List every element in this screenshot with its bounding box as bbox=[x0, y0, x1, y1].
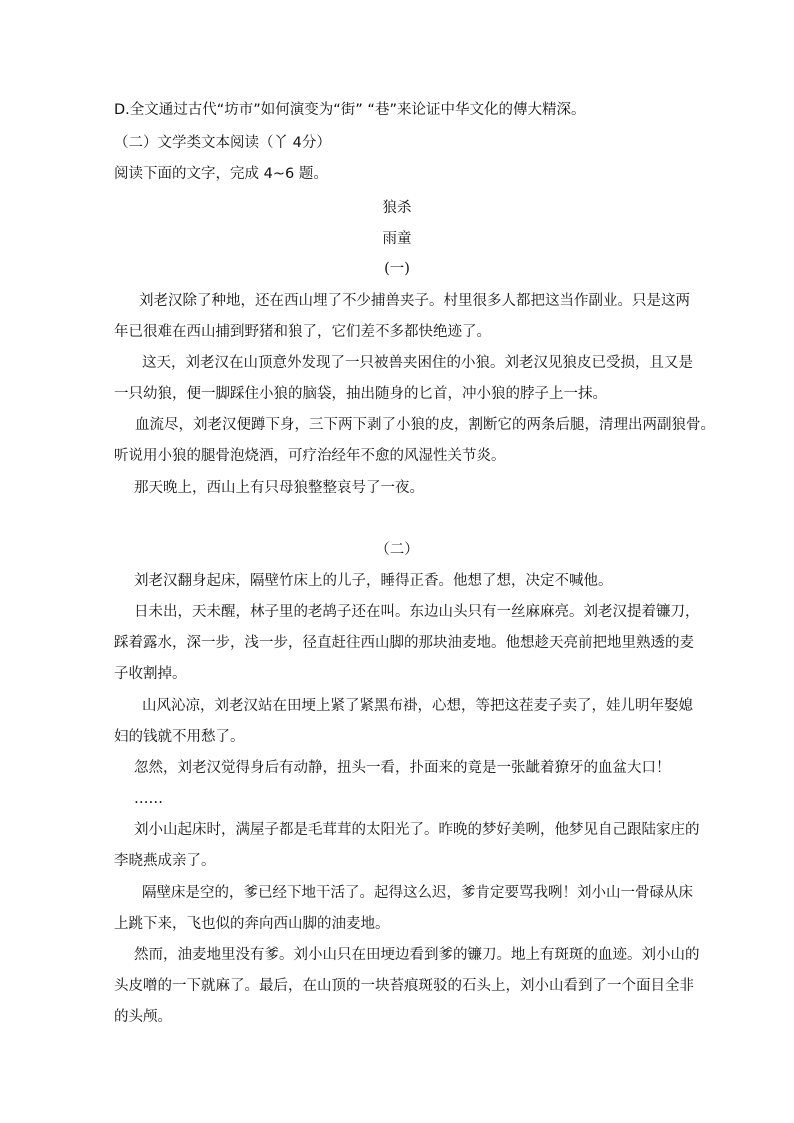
paragraph-line: 的头颅。 bbox=[114, 1009, 172, 1025]
paragraph-line: 忽然，刘老汉觉得身后有动静，扭头一看，扑面来的竟是一张龇着獠牙的血盆大口！ bbox=[134, 760, 671, 776]
ellipsis-line: …… bbox=[134, 791, 163, 807]
paragraph-line: 刘老汉翻身起床，隔壁竹床上的儿子，睡得正香。他想了想，决定不喊他。 bbox=[134, 573, 613, 589]
paragraph-line: 山风沁凉，刘老汉站在田埂上紧了紧黑布褂，心想，等把这茬麦子卖了，娃儿明年娶媳 bbox=[142, 698, 693, 714]
paragraph-line: 隔壁床是空的，爹已经下地干活了。起得这么迟，爹肯定要骂我咧！刘小山一骨碌从床 bbox=[142, 885, 693, 901]
paragraph-line: 头皮噌的一下就麻了。最后，在山顶的一块苔痕斑驳的石头上，刘小山看到了一个面目全非 bbox=[114, 978, 694, 994]
paragraph-line: 然而，油麦地里没有爹。刘小山只在田埂边看到爹的镰刀。地上有斑斑的血迹。刘小山的 bbox=[134, 947, 700, 963]
section-heading: （二）文学类文本阅读（丫 4分） bbox=[114, 135, 331, 151]
paragraph-line: 听说用小狼的腿骨泡烧酒，可疗治经年不愈的风湿性关节炎。 bbox=[114, 448, 506, 464]
instruction-text: 阅读下面的文字，完成 4~6 题。 bbox=[114, 166, 328, 182]
option-d-text: D.全文通过古代“坊市”如何演变为“街” “巷”来论证中华文化的傳大精深。 bbox=[114, 102, 586, 118]
paragraph-line: 李晓燕成亲了。 bbox=[114, 853, 216, 869]
paragraph-line: 子收割掉。 bbox=[114, 666, 187, 682]
paragraph-line: 这天，刘老汉在山顶意外发现了一只被兽夹困住的小狼。刘老汉见狼皮已受损，且又是 bbox=[142, 355, 693, 371]
part-one-marker: (一) bbox=[384, 261, 410, 277]
paragraph-line: 刘老汉除了种地，还在西山埋了不少捕兽夹子。村里很多人都把这当作副业。只是这两 bbox=[139, 293, 690, 309]
paragraph-line: 年已很难在西山捕到野猪和狼了，它们差不多都快绝迹了。 bbox=[114, 324, 491, 340]
paragraph-line: 踩着露水，深一步，浅一步，径直赶往西山脚的那块油麦地。他想趁天亮前把地里熟透的麦 bbox=[114, 635, 694, 651]
paragraph-line: 妇的钱就不用愁了。 bbox=[114, 729, 245, 745]
paragraph-line: 上跳下来，飞也似的奔向西山脚的油麦地。 bbox=[114, 916, 390, 932]
part-two-marker: （二） bbox=[375, 542, 419, 558]
story-author: 雨童 bbox=[382, 231, 412, 247]
paragraph-line: 日未出，天未醒，林子里的老鸪子还在叫。东边山头只有一丝麻麻亮。刘老汉提着镰刀， bbox=[134, 604, 700, 620]
paragraph-line: 刘小山起床时，满屋子都是毛茸茸的太阳光了。昨晚的梦好美咧，他梦见自己跟陆家庄的 bbox=[134, 822, 700, 838]
paragraph-line: 那天晚上，西山上有只母狼整整哀号了一夜。 bbox=[134, 480, 424, 496]
paragraph-line: 一只幼狼，便一脚踩住小狼的脑袋，抽出随身的匕首，冲小狼的脖子上一抹。 bbox=[114, 386, 607, 402]
story-title: 狼杀 bbox=[382, 200, 412, 216]
paragraph-line: 血流尽，刘老汉便蹲下身，三下两下剥了小狼的皮，割断它的两条后腿，清理出两副狼骨。 bbox=[135, 417, 715, 433]
